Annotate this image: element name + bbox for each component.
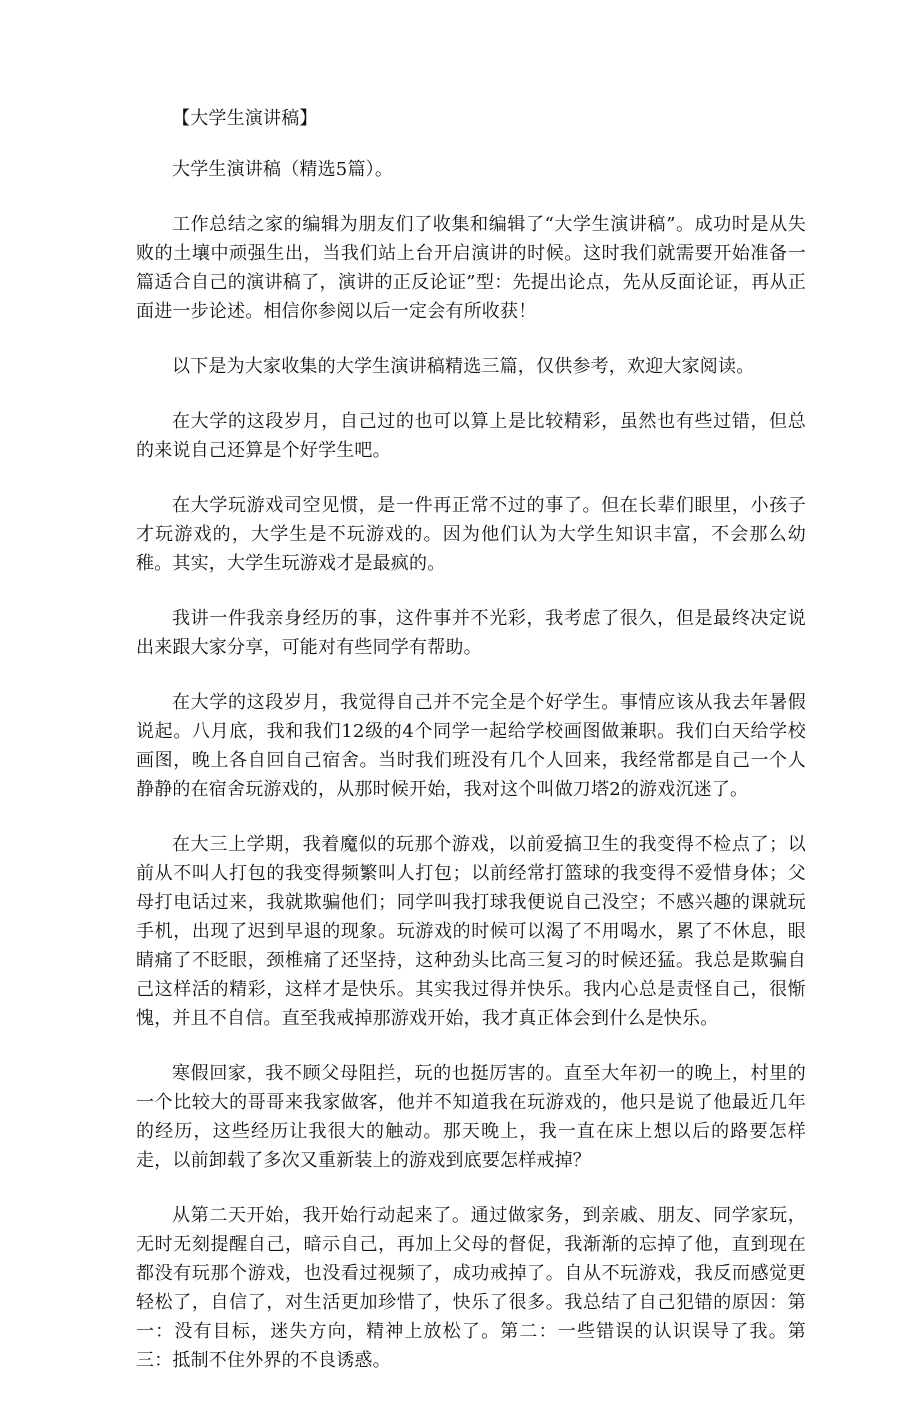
paragraph-1: 工作总结之家的编辑为朋友们了收集和编辑了“大学生演讲稿”。成功时是从失败的土壤中顽强生出，当我们站上台开启演讲的时候。这时我们就需要开始准备一篇适合自己的演讲稿了，演讲的正反论证”型：先提出论点，先从反面论证，再从正面进一步论述。相信你参阅以后一定会有所收获！ (136, 214, 806, 322)
document-subtitle: 大学生演讲稿（精选5篇）。 (172, 159, 394, 180)
paragraph-3: 在大学的这段岁月，自己过的也可以算上是比较精彩，虽然也有些过错，但总的来说自己还算是个好学生吧。 (136, 411, 806, 461)
paragraph-4: 在大学玩游戏司空见惯，是一件再正常不过的事了。但在长辈们眼里，小孩子才玩游戏的，大学生是不玩游戏的。因为他们认为大学生知识丰富，不会那么幼稚。其实，大学生玩游戏才是最疯的。 (136, 495, 806, 574)
paragraph-6: 在大学的这段岁月，我觉得自己并不完全是个好学生。事情应该从我去年暑假说起。八月底，我和我们12级的4个同学一起给学校画图做兼职。我们白天给学校画图，晚上各自回自己宿舍。当时我们班没有几个人回来，我经常都是自己一个人静静的在宿舍玩游戏的，从那时候开始，我对这个叫做刀塔2的游戏沉迷了。 (136, 692, 806, 800)
paragraph-9: 从第二天开始，我开始行动起来了。通过做家务，到亲戚、朋友、同学家玩，无时无刻提醒自己，暗示自己，再加上父母的督促，我渐渐的忘掉了他，直到现在都没有玩那个游戏，也没看过视频了，成功戒掉了。自从不玩游戏，我反而感觉更轻松了，自信了，对生活更加珍惜了，快乐了很多。我总结了自己犯错的原因：第一：没有目标，迷失方向，精神上放松了。第二：一些错误的认识误导了我。第三：抵制不住外界的不良诱惑。 (136, 1205, 806, 1371)
paragraph-7: 在大三上学期，我着魔似的玩那个游戏，以前爱搞卫生的我变得不检点了；以前从不叫人打包的我变得频繁叫人打包；以前经常打篮球的我变得不爱惜身体；父母打电话过来，我就欺骗他们；同学叫我打球我便说自己没空；不感兴趣的课就玩手机，出现了迟到早退的现象。玩游戏的时候可以渴了不用喝水，累了不休息，眼睛痛了不眨眼，颈椎痛了还坚持，这种劲头比高三复习的时候还猛。我总是欺骗自己这样活的精彩，这样才是快乐。其实我过得并快乐。我内心总是责怪自己，很惭愧，并且不自信。直至我戒掉那游戏开始，我才真正体会到什么是快乐。 (136, 834, 806, 1029)
document-page (136, 104, 806, 1401)
paragraph-2: 以下是为大家收集的大学生演讲稿精选三篇，仅供参考，欢迎大家阅读。 (172, 356, 755, 377)
paragraph-5: 我讲一件我亲身经历的事，这件事并不光彩，我考虑了很久，但是最终决定说出来跟大家分享，可能对有些同学有帮助。 (136, 608, 806, 658)
document-heading: 【大学生演讲稿】 (172, 108, 318, 129)
paragraph-8: 寒假回家，我不顾父母阻拦，玩的也挺厉害的。直至大年初一的晚上，村里的一个比较大的哥哥来我家做客，他并不知道我在玩游戏的，他只是说了他最近几年的经历，这些经历让我很大的触动。那天晚上，我一直在床上想以后的路要怎样走，以前卸载了多次又重新装上的游戏到底要怎样戒掉？ (136, 1063, 806, 1171)
